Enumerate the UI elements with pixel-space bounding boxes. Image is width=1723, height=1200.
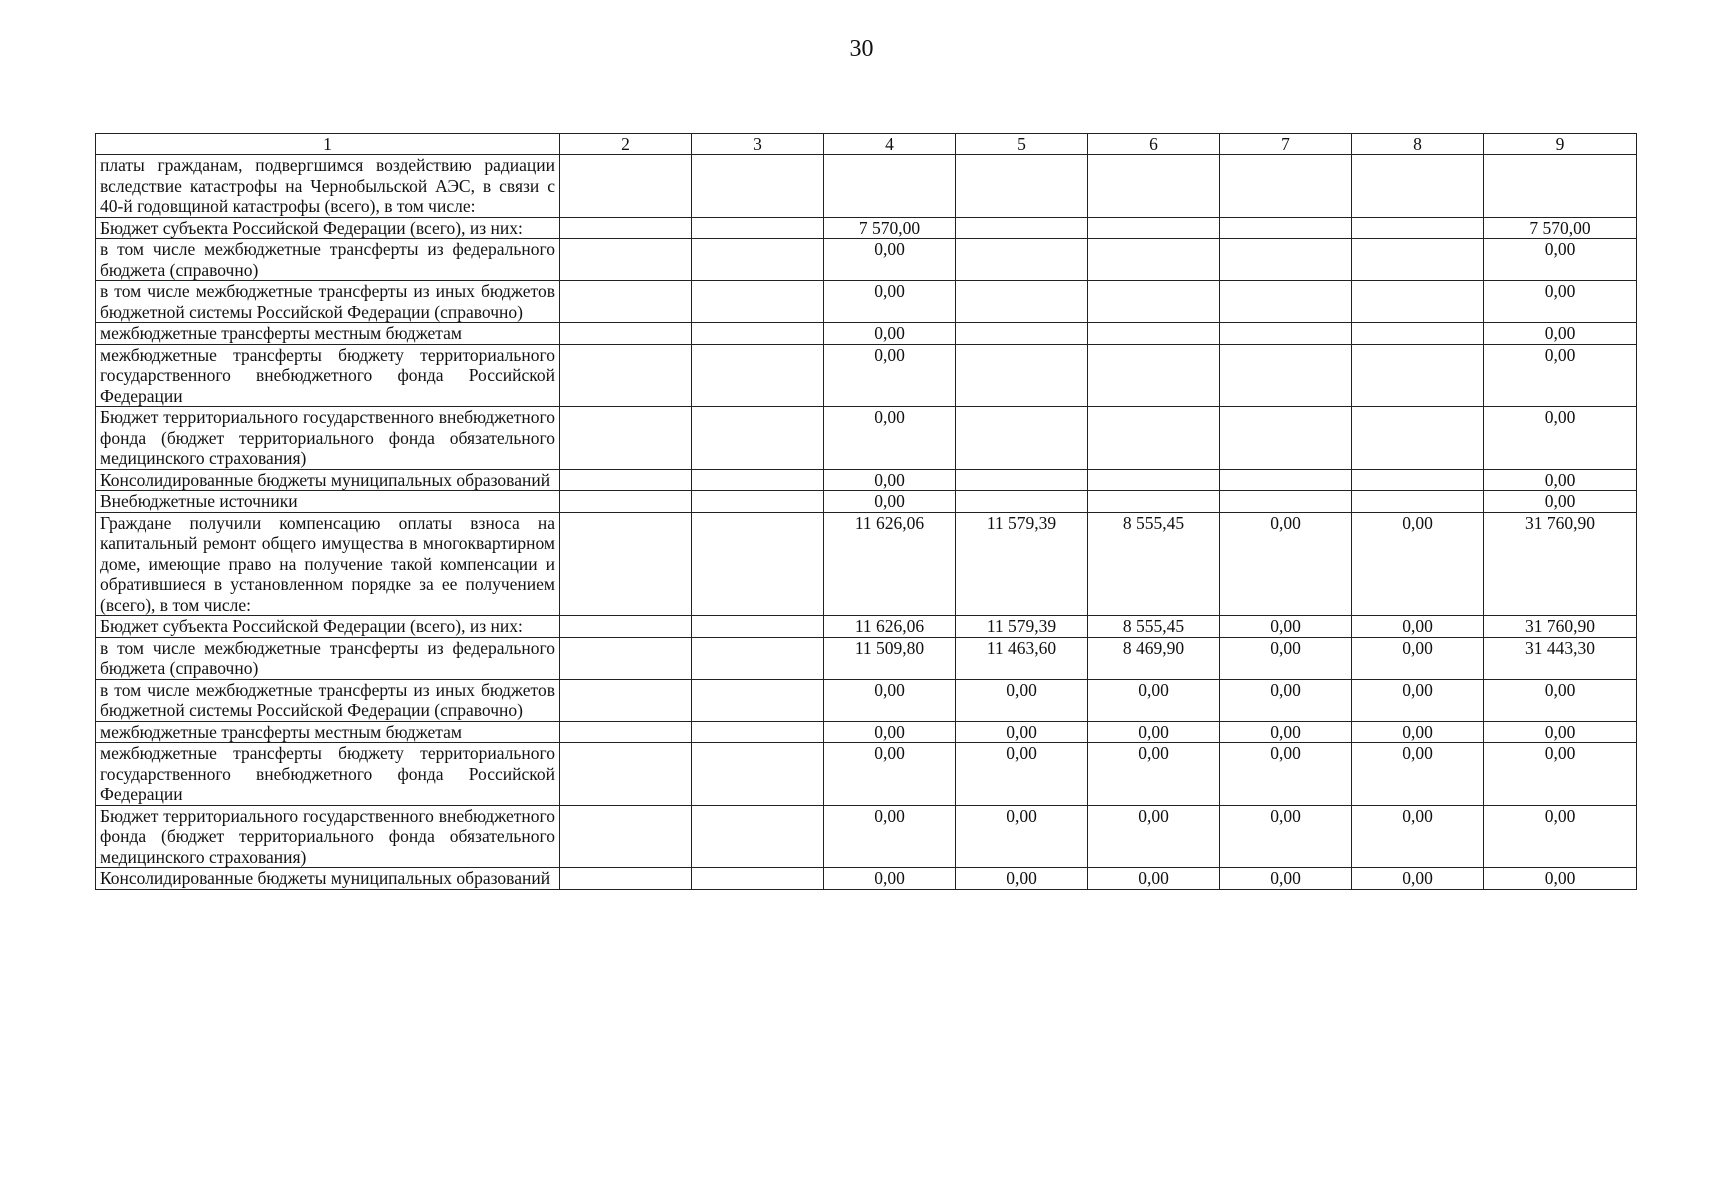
cell-col-5: 0,00 <box>956 743 1088 806</box>
cell-col-9: 31 760,90 <box>1484 512 1637 616</box>
row-label: в том числе межбюджетные трансферты из иных бюджетов бюджетной системы Российской Федерации (справочно) <box>96 281 560 323</box>
cell-col-8: 0,00 <box>1352 868 1484 890</box>
cell-col-5: 0,00 <box>956 679 1088 721</box>
cell-col-7 <box>1220 155 1352 218</box>
cell-col-6 <box>1088 491 1220 513</box>
table-row <box>96 743 1637 806</box>
column-number: 2 <box>560 134 692 155</box>
row-label: Граждане получили компенсацию оплаты взноса на капитальный ремонт общего имущества в многоквартирном доме, имеющие право на получение такой компенсации и обратившиеся в установленном порядке за ее получением (всего), в том числе: <box>96 512 560 616</box>
column-number: 4 <box>824 134 956 155</box>
cell-col-7 <box>1220 407 1352 470</box>
cell-col-3 <box>692 805 824 868</box>
cell-col-6 <box>1088 281 1220 323</box>
cell-col-8: 0,00 <box>1352 512 1484 616</box>
cell-col-3 <box>692 637 824 679</box>
table-row <box>96 155 1637 218</box>
cell-col-4: 0,00 <box>824 721 956 743</box>
cell-col-6: 0,00 <box>1088 868 1220 890</box>
cell-col-3 <box>692 217 824 239</box>
cell-col-6: 0,00 <box>1088 721 1220 743</box>
budget-table <box>95 133 1637 890</box>
cell-col-9: 0,00 <box>1484 679 1637 721</box>
cell-col-9: 0,00 <box>1484 344 1637 407</box>
table-row <box>96 281 1637 323</box>
table-row <box>96 637 1637 679</box>
cell-col-2 <box>560 407 692 470</box>
cell-col-8 <box>1352 155 1484 218</box>
cell-col-2 <box>560 805 692 868</box>
cell-col-6: 8 555,45 <box>1088 616 1220 638</box>
cell-col-4: 0,00 <box>824 805 956 868</box>
table-row <box>96 239 1637 281</box>
cell-col-2 <box>560 679 692 721</box>
cell-col-9: 0,00 <box>1484 491 1637 513</box>
table-row <box>96 217 1637 239</box>
cell-col-8 <box>1352 469 1484 491</box>
cell-col-3 <box>692 679 824 721</box>
cell-col-6 <box>1088 323 1220 345</box>
cell-col-3 <box>692 407 824 470</box>
cell-col-8: 0,00 <box>1352 616 1484 638</box>
cell-col-4: 0,00 <box>824 679 956 721</box>
row-label: Консолидированные бюджеты муниципальных образований <box>96 469 560 491</box>
cell-col-8: 0,00 <box>1352 637 1484 679</box>
cell-col-3 <box>692 512 824 616</box>
table-row <box>96 616 1637 638</box>
row-label: межбюджетные трансферты местным бюджетам <box>96 721 560 743</box>
cell-col-7 <box>1220 239 1352 281</box>
column-number: 1 <box>96 134 560 155</box>
table-row <box>96 323 1637 345</box>
column-number: 9 <box>1484 134 1637 155</box>
cell-col-6 <box>1088 239 1220 281</box>
cell-col-3 <box>692 239 824 281</box>
cell-col-3 <box>692 281 824 323</box>
cell-col-9: 0,00 <box>1484 323 1637 345</box>
row-label: Бюджет субъекта Российской Федерации (всего), из них: <box>96 217 560 239</box>
cell-col-8 <box>1352 217 1484 239</box>
cell-col-5: 0,00 <box>956 805 1088 868</box>
table-row <box>96 491 1637 513</box>
row-label: Внебюджетные источники <box>96 491 560 513</box>
cell-col-4: 0,00 <box>824 743 956 806</box>
cell-col-3 <box>692 616 824 638</box>
cell-col-7: 0,00 <box>1220 721 1352 743</box>
column-number: 7 <box>1220 134 1352 155</box>
cell-col-8: 0,00 <box>1352 805 1484 868</box>
cell-col-5 <box>956 344 1088 407</box>
row-label: межбюджетные трансферты бюджету территориального государственного внебюджетного фонда Российской Федерации <box>96 743 560 806</box>
cell-col-4: 0,00 <box>824 239 956 281</box>
cell-col-9: 31 443,30 <box>1484 637 1637 679</box>
cell-col-5 <box>956 407 1088 470</box>
cell-col-5: 0,00 <box>956 721 1088 743</box>
cell-col-2 <box>560 637 692 679</box>
cell-col-7: 0,00 <box>1220 805 1352 868</box>
table-row <box>96 469 1637 491</box>
row-label: в том числе межбюджетные трансферты из федерального бюджета (справочно) <box>96 637 560 679</box>
cell-col-6: 0,00 <box>1088 679 1220 721</box>
cell-col-9: 7 570,00 <box>1484 217 1637 239</box>
cell-col-3 <box>692 743 824 806</box>
cell-col-4: 0,00 <box>824 344 956 407</box>
table-row <box>96 679 1637 721</box>
cell-col-2 <box>560 155 692 218</box>
cell-col-9: 0,00 <box>1484 868 1637 890</box>
cell-col-7: 0,00 <box>1220 868 1352 890</box>
cell-col-8 <box>1352 491 1484 513</box>
cell-col-2 <box>560 344 692 407</box>
row-label: в том числе межбюджетные трансферты из иных бюджетов бюджетной системы Российской Федерации (справочно) <box>96 679 560 721</box>
cell-col-8: 0,00 <box>1352 743 1484 806</box>
cell-col-7: 0,00 <box>1220 616 1352 638</box>
table-row <box>96 512 1637 616</box>
row-label: в том числе межбюджетные трансферты из федерального бюджета (справочно) <box>96 239 560 281</box>
cell-col-5 <box>956 469 1088 491</box>
cell-col-2 <box>560 616 692 638</box>
cell-col-4: 0,00 <box>824 323 956 345</box>
cell-col-7 <box>1220 491 1352 513</box>
cell-col-6: 0,00 <box>1088 743 1220 806</box>
cell-col-3 <box>692 344 824 407</box>
cell-col-6 <box>1088 469 1220 491</box>
cell-col-2 <box>560 469 692 491</box>
cell-col-9: 31 760,90 <box>1484 616 1637 638</box>
cell-col-9: 0,00 <box>1484 281 1637 323</box>
cell-col-3 <box>692 323 824 345</box>
cell-col-6 <box>1088 344 1220 407</box>
cell-col-9 <box>1484 155 1637 218</box>
cell-col-8 <box>1352 239 1484 281</box>
row-label: Бюджет территориального государственного внебюджетного фонда (бюджет территориального фонда обязательного медицинского страхования) <box>96 407 560 470</box>
cell-col-5 <box>956 155 1088 218</box>
cell-col-2 <box>560 281 692 323</box>
cell-col-5: 0,00 <box>956 868 1088 890</box>
cell-col-2 <box>560 491 692 513</box>
cell-col-7: 0,00 <box>1220 743 1352 806</box>
table-row <box>96 407 1637 470</box>
row-label: межбюджетные трансферты местным бюджетам <box>96 323 560 345</box>
cell-col-8: 0,00 <box>1352 679 1484 721</box>
page-number: 30 <box>849 36 874 62</box>
cell-col-6: 8 555,45 <box>1088 512 1220 616</box>
cell-col-5: 11 579,39 <box>956 512 1088 616</box>
cell-col-4: 0,00 <box>824 407 956 470</box>
cell-col-5: 11 463,60 <box>956 637 1088 679</box>
cell-col-8 <box>1352 344 1484 407</box>
cell-col-7 <box>1220 281 1352 323</box>
cell-col-2 <box>560 743 692 806</box>
row-label: межбюджетные трансферты бюджету территориального государственного внебюджетного фонда Российской Федерации <box>96 344 560 407</box>
cell-col-6: 8 469,90 <box>1088 637 1220 679</box>
column-number-row <box>96 134 1637 155</box>
cell-col-6: 0,00 <box>1088 805 1220 868</box>
cell-col-6 <box>1088 407 1220 470</box>
cell-col-5 <box>956 491 1088 513</box>
cell-col-7: 0,00 <box>1220 512 1352 616</box>
table-row <box>96 868 1637 890</box>
cell-col-2 <box>560 239 692 281</box>
cell-col-7 <box>1220 217 1352 239</box>
table-row <box>96 721 1637 743</box>
cell-col-7 <box>1220 344 1352 407</box>
cell-col-3 <box>692 491 824 513</box>
cell-col-8: 0,00 <box>1352 721 1484 743</box>
cell-col-5 <box>956 323 1088 345</box>
cell-col-4: 0,00 <box>824 868 956 890</box>
cell-col-8 <box>1352 323 1484 345</box>
cell-col-6 <box>1088 155 1220 218</box>
cell-col-3 <box>692 469 824 491</box>
column-number: 6 <box>1088 134 1220 155</box>
cell-col-9: 0,00 <box>1484 469 1637 491</box>
row-label: Бюджет территориального государственного внебюджетного фонда (бюджет территориального фонда обязательного медицинского страхования) <box>96 805 560 868</box>
cell-col-9: 0,00 <box>1484 805 1637 868</box>
column-number: 3 <box>692 134 824 155</box>
cell-col-2 <box>560 721 692 743</box>
column-number: 8 <box>1352 134 1484 155</box>
cell-col-4: 11 509,80 <box>824 637 956 679</box>
table-row <box>96 805 1637 868</box>
cell-col-4: 11 626,06 <box>824 616 956 638</box>
cell-col-3 <box>692 155 824 218</box>
cell-col-4: 7 570,00 <box>824 217 956 239</box>
cell-col-4: 0,00 <box>824 469 956 491</box>
cell-col-6 <box>1088 217 1220 239</box>
cell-col-5: 11 579,39 <box>956 616 1088 638</box>
cell-col-9: 0,00 <box>1484 239 1637 281</box>
table-row <box>96 344 1637 407</box>
row-label: платы гражданам, подвергшимся воздействию радиации вследствие катастрофы на Чернобыльской АЭС, в связи с 40-й годовщиной катастрофы (всего), в том числе: <box>96 155 560 218</box>
table-body <box>96 134 1637 890</box>
row-label: Бюджет субъекта Российской Федерации (всего), из них: <box>96 616 560 638</box>
cell-col-7 <box>1220 469 1352 491</box>
cell-col-2 <box>560 512 692 616</box>
cell-col-4 <box>824 155 956 218</box>
row-label: Консолидированные бюджеты муниципальных образований <box>96 868 560 890</box>
cell-col-2 <box>560 868 692 890</box>
cell-col-5 <box>956 281 1088 323</box>
cell-col-8 <box>1352 407 1484 470</box>
cell-col-4: 0,00 <box>824 281 956 323</box>
cell-col-7: 0,00 <box>1220 679 1352 721</box>
column-number: 5 <box>956 134 1088 155</box>
cell-col-4: 11 626,06 <box>824 512 956 616</box>
cell-col-3 <box>692 868 824 890</box>
cell-col-9: 0,00 <box>1484 407 1637 470</box>
cell-col-7 <box>1220 323 1352 345</box>
cell-col-5 <box>956 217 1088 239</box>
cell-col-7: 0,00 <box>1220 637 1352 679</box>
cell-col-4: 0,00 <box>824 491 956 513</box>
cell-col-2 <box>560 217 692 239</box>
cell-col-2 <box>560 323 692 345</box>
cell-col-9: 0,00 <box>1484 721 1637 743</box>
cell-col-9: 0,00 <box>1484 743 1637 806</box>
cell-col-5 <box>956 239 1088 281</box>
cell-col-3 <box>692 721 824 743</box>
cell-col-8 <box>1352 281 1484 323</box>
